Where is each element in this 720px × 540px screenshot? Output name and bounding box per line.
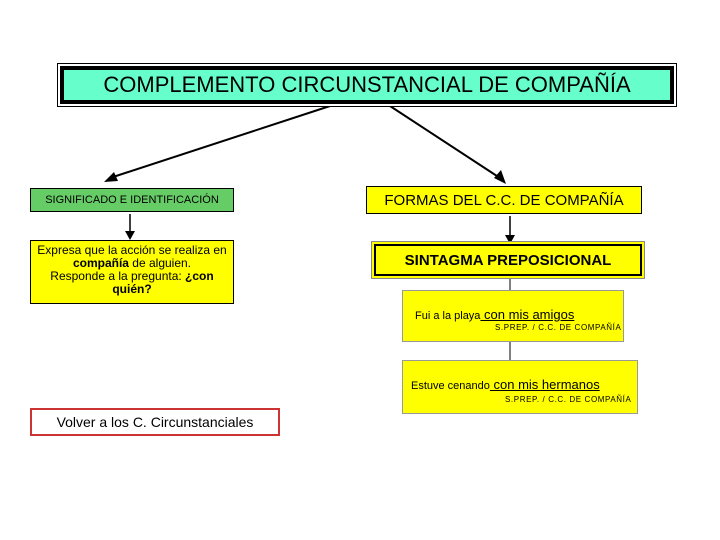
- back-to-circunstanciales-button[interactable]: Volver a los C. Circunstanciales: [30, 408, 280, 436]
- arrow-title-to-formas: [390, 106, 500, 178]
- definition-question-start: ¿con: [185, 269, 214, 283]
- example-2-plain: Estuve cenando: [411, 380, 490, 392]
- arrow-title-to-significado: [110, 106, 330, 178]
- example-box-1: [402, 290, 624, 342]
- definition-box: [30, 240, 234, 304]
- example-box-2: [402, 360, 638, 414]
- example-1-highlight: con mis amigos: [480, 307, 575, 322]
- arrow-head-icon: [125, 231, 135, 240]
- example-sentence-2: [411, 377, 600, 392]
- example-2-highlight: con mis hermanos: [489, 377, 600, 392]
- definition-line-2-rest: de alguien.: [128, 256, 192, 270]
- example-2-tag: S.PREP. / C.C. DE COMPAÑÍA: [505, 395, 632, 404]
- significado-heading: SIGNIFICADO E IDENTIFICACIÓN: [30, 188, 234, 212]
- formas-heading: FORMAS DEL C.C. DE COMPAÑÍA: [366, 186, 642, 214]
- example-1-plain: Fui a la playa: [415, 310, 481, 322]
- diagram-title: COMPLEMENTO CIRCUNSTANCIAL DE COMPAÑÍA: [60, 66, 674, 104]
- arrow-head-icon: [104, 172, 118, 182]
- arrow-head-icon: [505, 235, 515, 244]
- arrow-head-icon: [494, 170, 506, 184]
- example-sentence-1: [415, 307, 574, 322]
- definition-line-4: [31, 283, 233, 296]
- sintagma-preposicional-box: SINTAGMA PREPOSICIONAL: [374, 244, 642, 276]
- definition-question-end: quién?: [112, 282, 152, 296]
- definition-keyword: compañía: [72, 256, 129, 270]
- definition-question-intro: Responde a la pregunta:: [50, 269, 186, 283]
- definition-line-1: Expresa que la acción se realiza en: [37, 243, 227, 257]
- example-1-tag: S.PREP. / C.C. DE COMPAÑÍA: [495, 323, 622, 332]
